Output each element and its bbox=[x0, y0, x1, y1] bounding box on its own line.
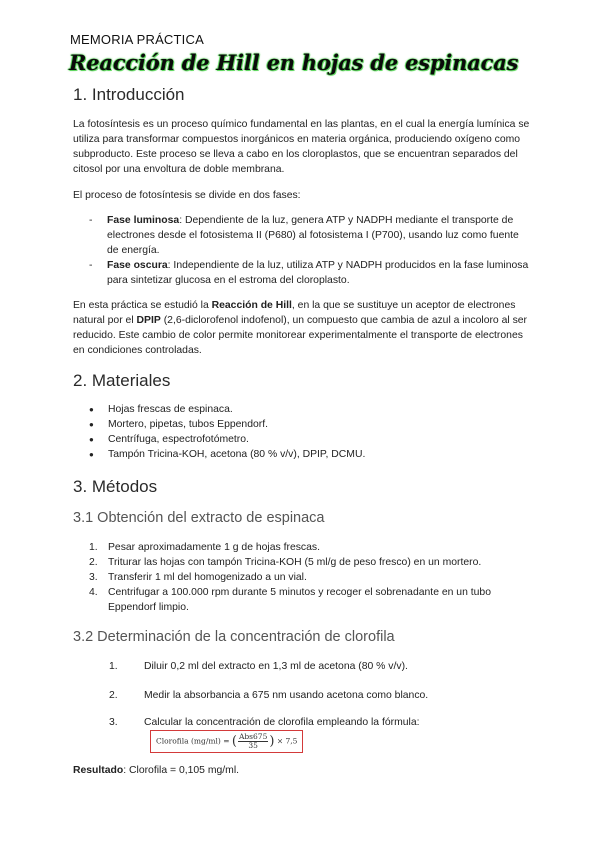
list-item: ● Hojas frescas de espinaca. bbox=[73, 402, 533, 417]
document-body bbox=[73, 84, 533, 778]
formula-numerator: Abs675 bbox=[238, 732, 268, 741]
text-run: (2,6-diclorofenol indofenol), un compuesto que cambia de azul a incoloro al ser reducido. Este cambio de color permite monitorear experimentalmente el transporte de electrones en condiciones controladas. bbox=[73, 315, 528, 356]
list-item bbox=[73, 540, 533, 555]
list-item bbox=[73, 688, 533, 703]
step-number: 2. bbox=[89, 557, 98, 568]
formula-fraction bbox=[238, 733, 268, 750]
list-item bbox=[73, 258, 533, 288]
phase-text: : Dependiente de la luz, genera ATP y NADPH mediante el transporte de electrones desde el fotosistema II (P680) al fotosistema I (P700), usando luz como fuente de energía. bbox=[107, 215, 519, 256]
list-item bbox=[73, 585, 533, 615]
subsection-heading-extract: 3.1 Obtención del extracto de espinaca bbox=[73, 510, 325, 526]
list-item bbox=[73, 555, 533, 570]
step-text: Diluir 0,2 ml del extracto en 1,3 ml de acetona (80 % v/v). bbox=[144, 661, 408, 672]
step-text: Calcular la concentración de clorofila empleando la fórmula: bbox=[144, 717, 420, 728]
list-item: ● Tampón Tricina-KOH, acetona (80 % v/v), DPIP, DCMU. bbox=[73, 447, 533, 462]
section-heading-materials: 2. Materiales bbox=[73, 371, 171, 390]
step-number: 1. bbox=[89, 542, 98, 553]
list-item: ● Mortero, pipetas, tubos Eppendorf. bbox=[73, 417, 533, 432]
chlorophyll-steps bbox=[73, 659, 533, 753]
dpip-term: DPIP bbox=[136, 315, 161, 326]
hill-reaction-term: Reacción de Hill bbox=[211, 300, 292, 311]
list-item bbox=[73, 213, 533, 258]
step-number: 2. bbox=[109, 690, 118, 701]
list-item bbox=[73, 715, 533, 753]
document-title: Reacción de Hill en hojas de espinacas bbox=[69, 50, 519, 75]
section-heading-introduction: 1. Introducción bbox=[73, 85, 185, 104]
phase-label: Fase luminosa bbox=[107, 215, 180, 226]
phase-text: : Independiente de la luz, utiliza ATP y NADPH producidos en la fase luminosa para sintetizar glucosa en el estroma del cloroplasto. bbox=[107, 260, 529, 286]
chlorophyll-formula: Clorofila (mg/ml) = ( $\frac{\text{Abs675}}{35}$ ) × 7,5 bbox=[150, 730, 303, 753]
result-label: Resultado bbox=[73, 765, 124, 776]
step-text: Medir la absorbancia a 675 nm usando acetona como blanco. bbox=[144, 690, 429, 701]
formula-denominator: 35 bbox=[248, 741, 258, 750]
list-item: ● Centrífuga, espectrofotómetro. bbox=[73, 432, 533, 447]
subsection-heading-chlorophyll: 3.2 Determinación de la concentración de clorofila bbox=[73, 629, 395, 645]
document-kicker: MEMORIA PRÁCTICA bbox=[70, 32, 204, 47]
step-number: 3. bbox=[89, 572, 98, 583]
text-run: En esta práctica se estudió la bbox=[73, 300, 212, 311]
result-text: : Clorofila = 0,105 mg/ml. bbox=[123, 765, 240, 776]
text-run: , en la que se sustituye un aceptor de electrones natural por el bbox=[73, 300, 516, 326]
intro-paragraph-1: La fotosíntesis es un proceso químico fundamental en las plantas, en el cual la energía lumínica se utiliza para transformar compuestos inorgánicos en materia orgánica, produciendo oxígeno como subproducto. Este proceso se lleva a cabo en los cloroplastos, que se encuentran separados del citosol por una envoltura de doble membrana. bbox=[73, 119, 530, 175]
formula-lhs: Clorofila (mg/ml) = bbox=[156, 736, 230, 746]
extract-steps bbox=[73, 540, 533, 615]
list-item bbox=[73, 570, 533, 585]
step-number: 3. bbox=[109, 717, 118, 728]
step-text: Centrifugar a 100.000 rpm durante 5 minutos y recoger el sobrenadante en un tubo Eppendorf limpio. bbox=[108, 587, 491, 613]
step-number: 4. bbox=[89, 587, 98, 598]
phase-label: Fase oscura bbox=[107, 260, 168, 271]
intro-paragraph-2: El proceso de fotosíntesis se divide en dos fases: bbox=[73, 190, 301, 201]
intro-paragraph-3 bbox=[73, 298, 533, 358]
materials-list bbox=[73, 402, 533, 462]
step-number: 1. bbox=[109, 661, 118, 672]
step-text: Transferir 1 ml del homogenizado a un vial. bbox=[108, 572, 307, 583]
formula-rhs: × 7,5 bbox=[276, 736, 298, 746]
list-item bbox=[73, 659, 533, 674]
result-line bbox=[73, 763, 533, 778]
step-text: Pesar aproximadamente 1 g de hojas frescas. bbox=[108, 542, 320, 553]
phases-list bbox=[73, 213, 533, 288]
section-heading-methods: 3. Métodos bbox=[73, 477, 158, 496]
step-text: Triturar las hojas con tampón Tricina-KOH (5 ml/g de peso fresco) en un mortero. bbox=[108, 557, 482, 568]
